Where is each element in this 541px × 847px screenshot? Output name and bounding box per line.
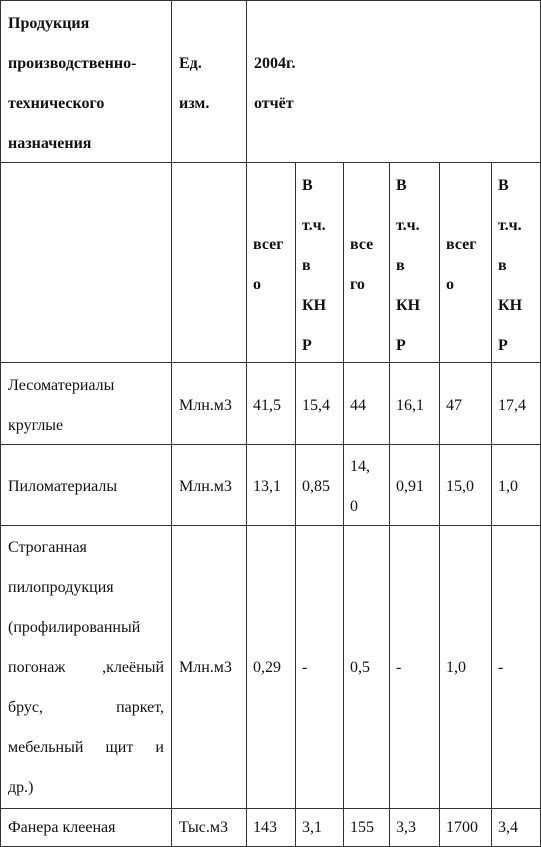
subheader-line: КН: [396, 297, 421, 314]
row-value: 3,4: [498, 819, 518, 836]
table-row-name: [1, 366, 171, 446]
row-value: 47: [446, 397, 462, 414]
subheader-line: го: [350, 276, 365, 293]
row-value: 17,4: [498, 397, 526, 414]
row-value: 3,1: [302, 819, 322, 836]
header-product-line: назначения: [8, 135, 92, 152]
row-value: 0,91: [396, 478, 424, 495]
row-name-line: мебельный щит и: [8, 739, 164, 756]
row-value: 143: [253, 819, 277, 836]
row-value: 3,3: [396, 819, 416, 836]
subheader-incl-1: [296, 166, 343, 366]
header-year-line: отчёт: [254, 95, 294, 112]
subheader-line: В: [396, 177, 407, 194]
subheader-line: в: [498, 257, 507, 274]
subheader-incl-3: [492, 166, 540, 366]
row-name-line: брус, паркет,: [8, 699, 164, 716]
row-value: 1,0: [446, 659, 466, 676]
table-row-name: [1, 528, 171, 808]
subheader-line: всег: [253, 236, 284, 253]
subheader-line: в: [396, 257, 405, 274]
row-unit: Млн.м3: [179, 478, 232, 495]
row-value: 0,5: [350, 659, 370, 676]
subheader-line: всег: [446, 236, 477, 253]
header-unit-cell: [172, 44, 246, 124]
table-row-name: Фанера клееная: [8, 819, 116, 836]
row-name-line: круглые: [8, 417, 64, 434]
subheader-line: т.ч.: [302, 217, 326, 234]
table-row-name: Пиломатериалы: [8, 478, 118, 495]
subheader-incl-2: [390, 166, 439, 366]
subheader-line: в: [302, 257, 311, 274]
row-value: 1,0: [498, 478, 518, 495]
row-name-line: пилопродукция: [8, 579, 114, 596]
row-value: 13,1: [253, 478, 281, 495]
header-product-line: производственно-: [8, 55, 137, 72]
row-value: -: [498, 659, 504, 676]
row-value-line: 0: [350, 498, 358, 515]
subheader-line: Р: [396, 337, 406, 354]
row-value: -: [302, 659, 308, 676]
header-year-cell: [247, 44, 447, 124]
header-unit-line: Ед.: [179, 55, 202, 72]
row-unit: Тыс.м3: [179, 819, 228, 836]
subheader-line: все: [350, 236, 374, 253]
row-value: 155: [350, 819, 374, 836]
row-name-line: (профилированный: [8, 619, 141, 636]
row-value: 15,4: [302, 397, 330, 414]
row-name-line: погонаж ,клеёный: [8, 659, 164, 676]
subheader-total-2: [344, 225, 389, 305]
subheader-total-1: [247, 225, 295, 305]
row-value: -: [396, 659, 402, 676]
subheader-line: о: [253, 276, 261, 293]
subheader-line: Р: [302, 337, 312, 354]
subheader-line: В: [302, 177, 313, 194]
row-value: 15,0: [446, 478, 474, 495]
subheader-line: КН: [498, 297, 523, 314]
header-year-line: 2004г.: [254, 55, 296, 72]
subheader-line: КН: [302, 297, 327, 314]
subheader-line: В: [498, 177, 509, 194]
row-unit: Млн.м3: [179, 659, 232, 676]
row-value: 41,5: [253, 397, 281, 414]
subheader-line: о: [446, 276, 454, 293]
subheader-line: Р: [498, 337, 508, 354]
row-value-line: 14,: [350, 458, 370, 475]
row-unit: Млн.м3: [179, 397, 232, 414]
row-value: 16,1: [396, 397, 424, 414]
header-product-line: Продукция: [8, 15, 90, 32]
row-name-line: Лесоматериалы: [8, 377, 115, 394]
row-value: 44: [350, 397, 366, 414]
subheader-total-3: [440, 225, 491, 305]
row-name-line: Строганная: [8, 539, 87, 556]
header-unit-line: изм.: [179, 95, 210, 112]
subheader-line: т.ч.: [396, 217, 420, 234]
subheader-line: т.ч.: [498, 217, 522, 234]
header-product-cell: [1, 4, 171, 164]
row-value-wrapped: [344, 447, 389, 527]
header-product-line: технического: [8, 95, 105, 112]
row-value: 0,29: [253, 659, 281, 676]
row-name-line: др.): [8, 779, 34, 796]
row-value: 0,85: [302, 478, 330, 495]
row-value: 1700: [446, 819, 478, 836]
